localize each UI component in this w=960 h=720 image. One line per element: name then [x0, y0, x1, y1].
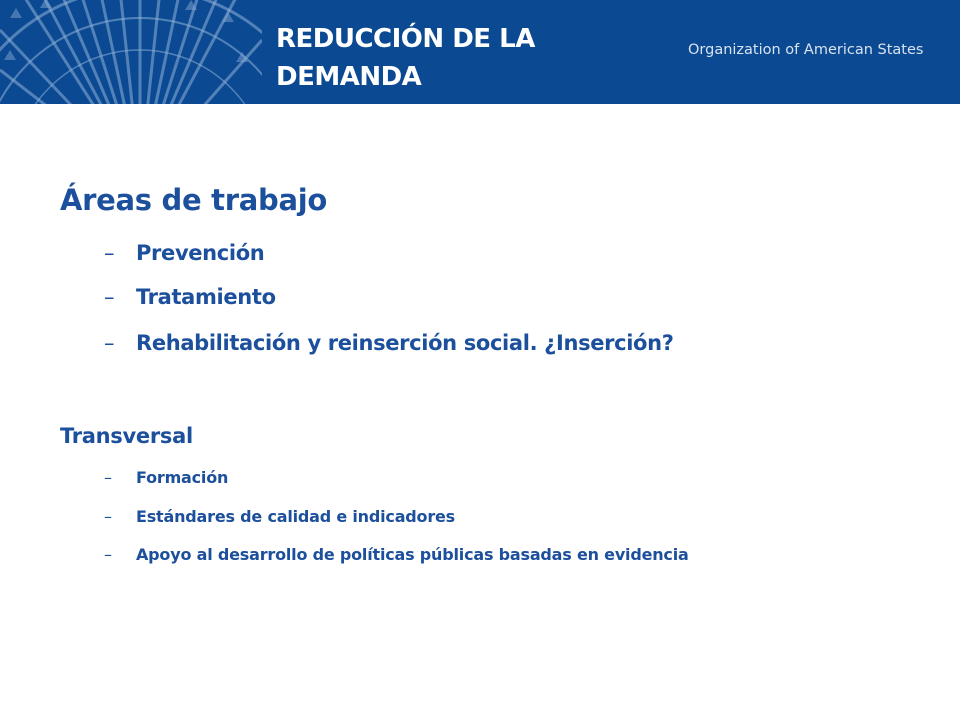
bullet-dash: –: [104, 545, 112, 564]
list-item-text: Formación: [136, 468, 229, 487]
list-item-text: Tratamiento: [136, 285, 276, 309]
list-item: [104, 468, 228, 487]
bullet-dash: –: [104, 241, 115, 265]
list-item: [104, 331, 674, 355]
list-item-text: Rehabilitación y reinserción social. ¿Inserción?: [136, 331, 674, 355]
bullet-dash: –: [104, 331, 115, 355]
bullet-dash: –: [104, 468, 112, 487]
slide-title-line-1: REDUCCIÓN DE LA: [276, 24, 535, 54]
list-item: [104, 241, 264, 265]
section-heading-transversal: Transversal: [60, 424, 193, 448]
list-item-text: Estándares de calidad e indicadores: [136, 507, 456, 526]
section-heading-areas: Áreas de trabajo: [60, 183, 327, 217]
list-item: [104, 285, 276, 309]
list-item-text: Prevención: [136, 241, 265, 265]
list-item: [104, 507, 455, 526]
bullet-dash: –: [104, 285, 115, 309]
bullet-dash: –: [104, 507, 112, 526]
organization-name: Organization of American States: [688, 42, 924, 58]
slide-title-line-2: DEMANDA: [276, 62, 422, 92]
list-item: [104, 545, 689, 564]
list-item-text: Apoyo al desarrollo de políticas públicas basadas en evidencia: [136, 545, 689, 564]
